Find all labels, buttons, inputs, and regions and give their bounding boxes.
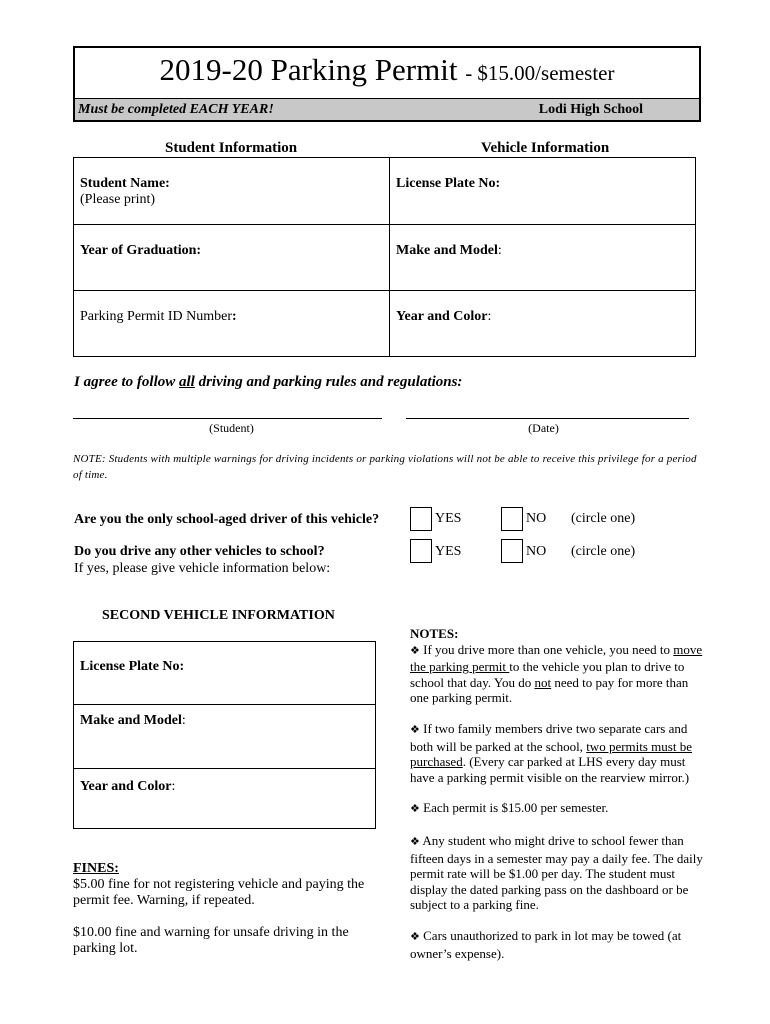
other-vehicles-instruction: If yes, please give vehicle information below: <box>74 561 331 576</box>
diamond-bullet-icon: ❖ <box>410 930 420 943</box>
agreement-text-start: I agree to follow <box>74 374 179 390</box>
note-permit-price <box>410 800 710 818</box>
yes-option-q1: YES <box>435 511 462 526</box>
graduation-year-cell[interactable] <box>74 225 390 291</box>
note2-text-b: . (Every car parked at LHS every day must have a parking permit visible on the rearview mirror.) <box>410 754 690 785</box>
license-plate-label: License Plate No: <box>396 176 501 191</box>
agreement-statement <box>74 374 462 391</box>
second-plate-label: License Plate No: <box>80 659 185 674</box>
note1-text-b: to the vehicle you plan to drive to school that day. You do <box>410 659 685 690</box>
graduation-year-label: Year of Graduation: <box>80 243 202 258</box>
second-year-color-colon: : <box>171 779 176 794</box>
vehicle-info-heading: Vehicle Information <box>481 140 610 156</box>
license-plate-cell[interactable] <box>390 158 695 225</box>
fine-unsafe-driving: $10.00 fine and warning for unsafe driving in the parking lot. <box>73 925 349 956</box>
date-signature-line[interactable] <box>406 418 689 419</box>
year-color-label: Year and Color <box>396 309 488 324</box>
permit-id-colon: : <box>232 309 237 324</box>
note5-text: Cars unauthorized to park in lot may be towed (at owner’s expense). <box>410 927 682 961</box>
fine-registration: $5.00 fine for not registering vehicle and paying the permit fee. Warning, if repeated. <box>73 877 365 908</box>
student-signature-label: (Student) <box>209 421 254 435</box>
form-title <box>75 52 699 91</box>
circle-one-q2: (circle one) <box>571 544 636 559</box>
note-daily-fee <box>410 833 710 913</box>
other-vehicles-question: Do you drive any other vehicles to school? <box>74 544 325 559</box>
second-year-color-label: Year and Color <box>80 779 172 794</box>
year-color-colon: : <box>487 309 492 324</box>
info-table <box>73 157 696 357</box>
title-text: 2019-20 Parking Permit <box>159 52 458 87</box>
second-make-colon: : <box>181 713 186 728</box>
make-model-cell[interactable] <box>390 225 695 291</box>
notes-section <box>410 626 710 976</box>
fines-heading: FINES: <box>73 861 119 876</box>
school-name: Lodi High School <box>538 102 643 117</box>
no-option-q1: NO <box>526 511 547 526</box>
no-checkbox-q1[interactable] <box>501 507 523 531</box>
diamond-bullet-icon: ❖ <box>410 835 420 848</box>
fines-section <box>73 861 373 957</box>
header-subbar <box>75 98 699 120</box>
circle-one-q1: (circle one) <box>571 511 636 526</box>
year-color-cell[interactable] <box>390 291 695 356</box>
second-year-color-cell[interactable] <box>74 769 375 828</box>
note1-underlined: move the parking permit <box>410 641 703 675</box>
note1-not: not <box>534 674 552 690</box>
diamond-bullet-icon: ❖ <box>410 803 420 816</box>
note2-text-a: If two family members drive two separate cars and both will be parked at the school, <box>410 720 688 754</box>
yes-option-q2: YES <box>435 544 462 559</box>
student-name-hint: (Please print) <box>80 192 156 207</box>
student-name-cell[interactable] <box>74 158 390 225</box>
diamond-bullet-icon: ❖ <box>410 723 420 736</box>
second-vehicle-table <box>73 641 376 829</box>
yes-checkbox-q1[interactable] <box>410 507 432 531</box>
agreement-text-all: all <box>179 374 195 390</box>
only-driver-question: Are you the only school-aged driver of this vehicle? <box>74 512 380 527</box>
note1-text-a: If you drive more than one vehicle, you need to <box>419 641 674 657</box>
make-model-colon: : <box>497 243 502 258</box>
student-signature-line[interactable] <box>73 418 382 419</box>
note-multiple-vehicles <box>410 642 710 706</box>
note3-text: Each permit is $15.00 per semester. <box>419 800 609 816</box>
second-plate-cell[interactable] <box>74 642 375 705</box>
make-model-label: Make and Model <box>396 243 498 258</box>
note-towing <box>410 928 710 961</box>
student-name-label: Student Name: <box>80 176 170 191</box>
student-info-heading: Student Information <box>165 140 298 156</box>
note4-text: Any student who might drive to school fewer than fifteen days in a semester may pay a daily fee. The daily permit rate will be $1.00 per day. The student must display the dated parking pass on the dashboard or be subject to a parking fine. <box>410 832 703 913</box>
note1-text-c: need to pay for more than one parking permit. <box>410 674 689 706</box>
permit-id-label: Parking Permit ID Number <box>80 309 233 324</box>
privilege-note: NOTE: Students with multiple warnings for driving incidents or parking violations will not be able to receive this privilege for a period of time. <box>73 453 697 481</box>
yes-checkbox-q2[interactable] <box>410 539 432 563</box>
agreement-text-end: driving and parking rules and regulations: <box>194 374 463 390</box>
diamond-bullet-icon: ❖ <box>410 644 420 657</box>
note-family-members <box>410 721 710 785</box>
notes-heading: NOTES: <box>410 626 459 641</box>
second-make-cell[interactable] <box>74 705 375 769</box>
price-text: - $15.00/semester <box>465 61 615 85</box>
header-box <box>73 46 701 122</box>
second-vehicle-heading: SECOND VEHICLE INFORMATION <box>102 608 335 623</box>
permit-id-cell[interactable] <box>74 291 390 356</box>
no-option-q2: NO <box>526 544 547 559</box>
note2-underlined: two permits must be purchased <box>410 738 692 770</box>
no-checkbox-q2[interactable] <box>501 539 523 563</box>
date-signature-label: (Date) <box>528 421 559 435</box>
must-complete-note: Must be completed EACH YEAR! <box>78 102 274 117</box>
second-make-label: Make and Model <box>80 713 182 728</box>
